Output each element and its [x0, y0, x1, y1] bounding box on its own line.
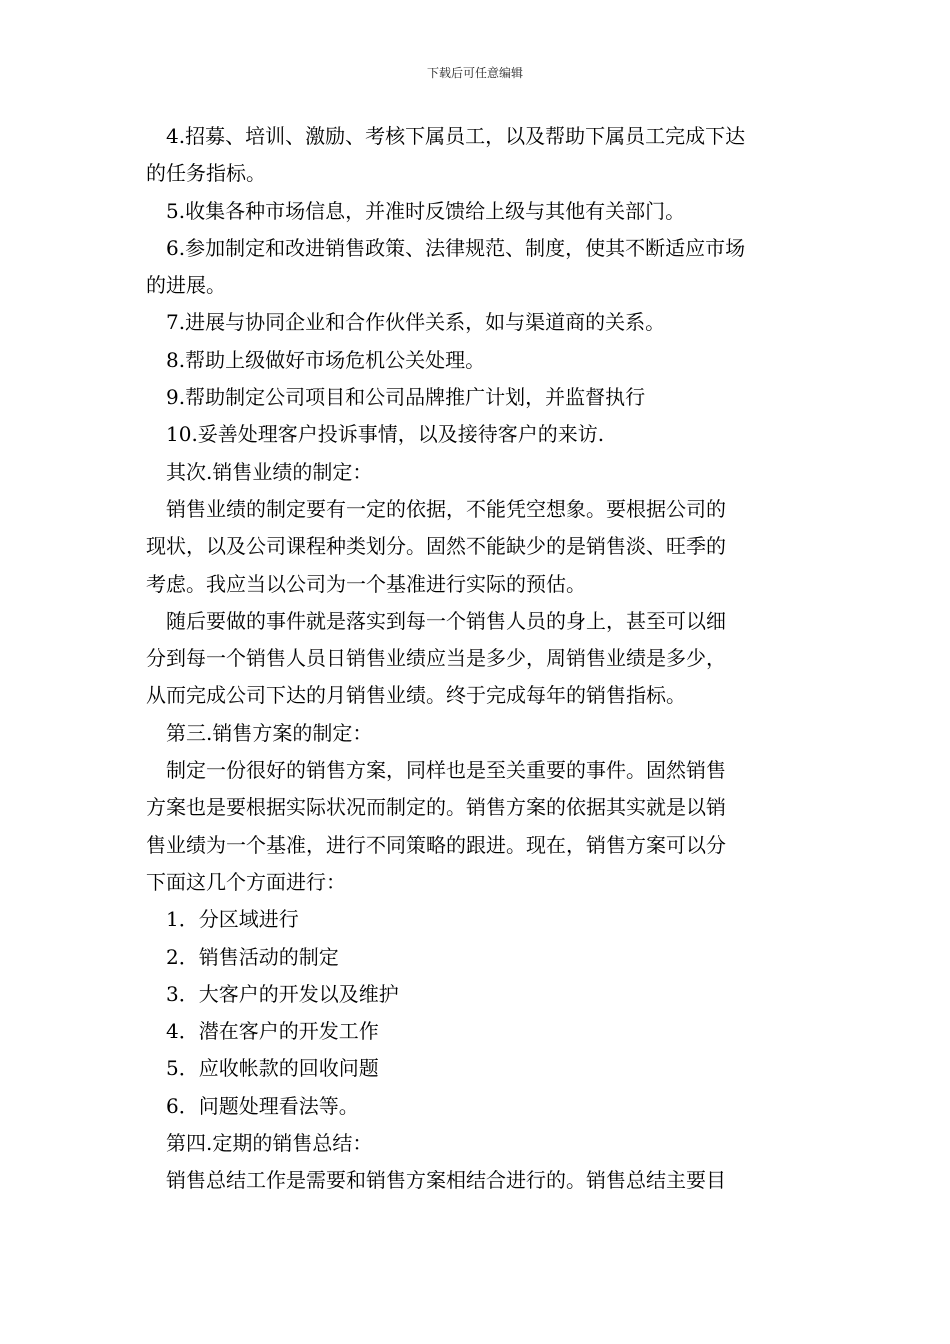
- text-line: 1．分区域进行: [166, 907, 299, 932]
- text-line: 3．大客户的开发以及维护: [166, 981, 399, 1006]
- text-line: 7.进展与协同企业和合作伙伴关系，如与渠道商的关系。: [166, 310, 666, 335]
- text-line: 方案也是要根据实际状况而制定的。销售方案的依据其实就是以销: [146, 795, 726, 820]
- text-line: 2．销售活动的制定: [166, 944, 339, 969]
- text-line: 的进展。: [146, 273, 226, 298]
- document-body: [146, 118, 810, 1200]
- text-line: 考虑。我应当以公司为一个基准进行实际的预估。: [146, 571, 586, 596]
- text-line: 4．潜在客户的开发工作: [166, 1019, 379, 1044]
- text-line: 其次.销售业绩的制定：: [166, 459, 373, 484]
- text-line: 第四.定期的销售总结：: [166, 1131, 373, 1156]
- text-line: 6.参加制定和改进销售政策、法律规范、制度，使其不断适应市场: [166, 235, 746, 260]
- text-line: 5.收集各种市场信息，并准时反馈给上级与其他有关部门。: [166, 198, 686, 223]
- text-line: 制定一份很好的销售方案，同样也是至关重要的事件。固然销售: [166, 758, 726, 783]
- text-line: 9.帮助制定公司项目和公司品牌推广计划，并监督执行: [166, 385, 646, 410]
- text-line: 第三.销售方案的制定：: [166, 720, 373, 745]
- text-line: 6．问题处理看法等。: [166, 1093, 359, 1118]
- text-line: 5．应收帐款的回收问题: [166, 1056, 379, 1081]
- text-line: 分到每一个销售人员日销售业绩应当是多少，周销售业绩是多少，: [146, 646, 726, 671]
- text-line: 随后要做的事件就是落实到每一个销售人员的身上，甚至可以细: [166, 608, 726, 633]
- text-line: 4.招募、培训、激励、考核下属员工，以及帮助下属员工完成下达: [166, 124, 746, 148]
- text-line: 从而完成公司下达的月销售业绩。终于完成每年的销售指标。: [146, 683, 686, 708]
- text-line: 销售总结工作是需要和销售方案相结合进行的。销售总结主要目: [166, 1168, 726, 1193]
- text-line: 销售业绩的制定要有一定的依据，不能凭空想象。要根据公司的: [166, 496, 726, 521]
- text-line: 的任务指标。: [146, 161, 266, 186]
- text-line: 10.妥善处理客户投诉事情，以及接待客户的来访.: [166, 422, 605, 447]
- page-header: 下载后可任意编辑: [426, 66, 523, 80]
- text-line: 现状，以及公司课程种类划分。固然不能缺少的是销售淡、旺季的: [146, 534, 726, 559]
- text-line: 8.帮助上级做好市场危机公关处理。: [166, 347, 486, 372]
- text-line: 售业绩为一个基准，进行不同策略的跟进。现在，销售方案可以分: [146, 832, 726, 857]
- text-line: 下面这几个方面进行：: [146, 869, 346, 894]
